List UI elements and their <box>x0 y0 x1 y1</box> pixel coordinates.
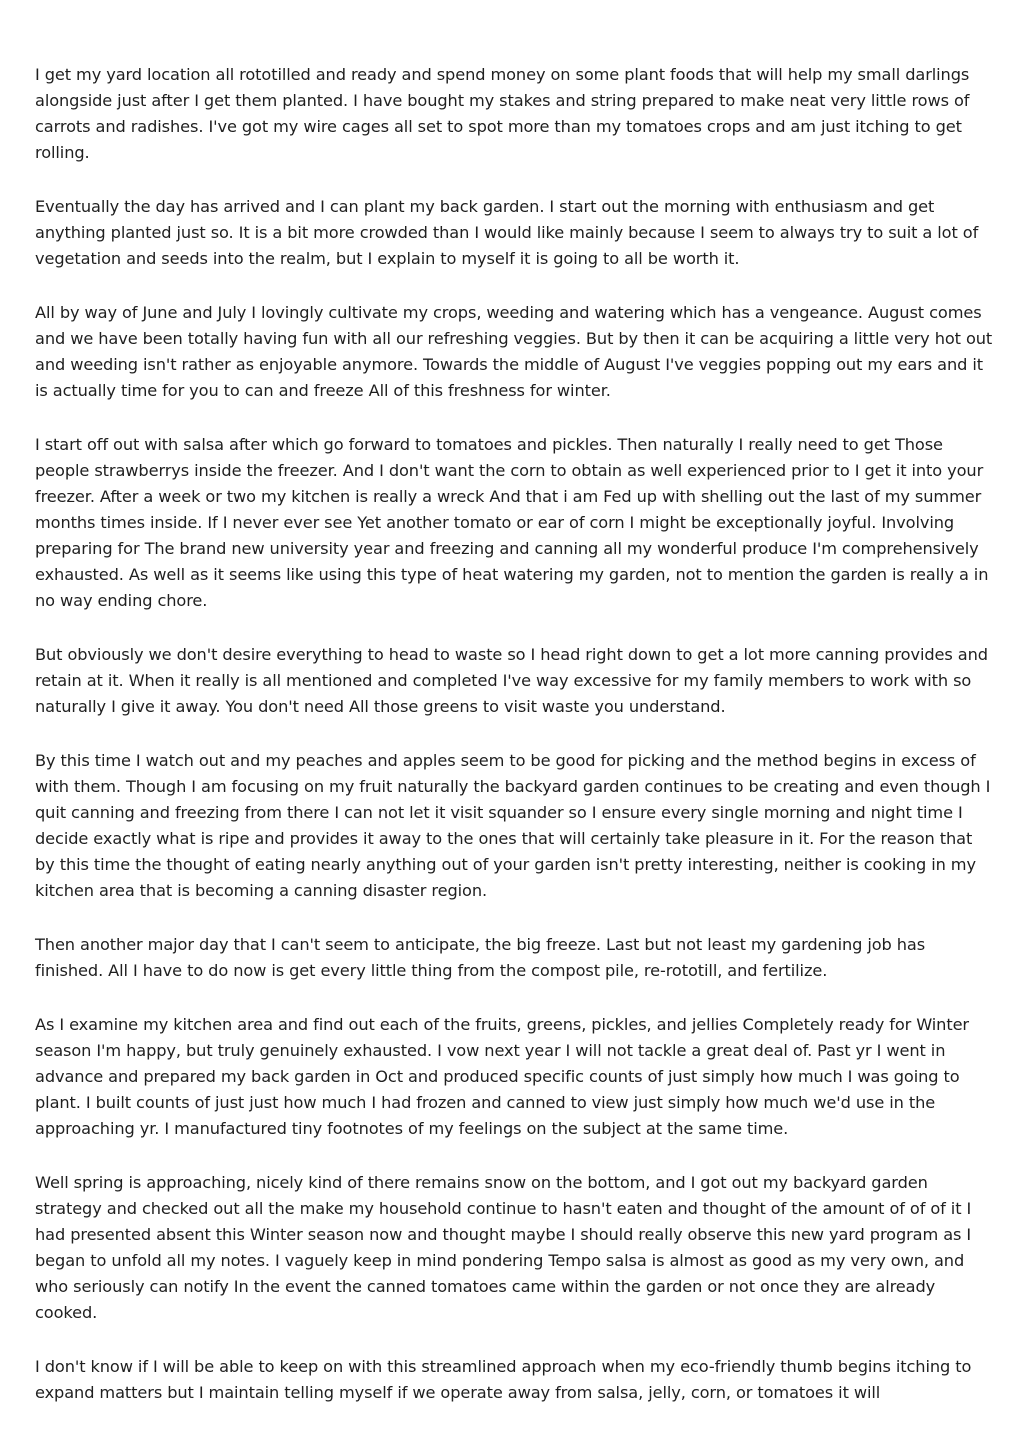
document-body <box>35 62 995 1434</box>
paragraph: I start off out with salsa after which go forward to tomatoes and pickles. Then naturally I really need to get Those people strawberrys inside the freezer. And I don't want the corn to obtain as well experienced prior to I get it into your freezer. After a week or two my kitchen is really a wreck And that i am Fed up with shelling out the last of my summer months times inside. If I never ever see Yet another tomato or ear of corn I might be exceptionally joyful. Involving preparing for The brand new university year and freezing and canning all my wonderful produce I'm comprehensively exhausted. As well as it seems like using this type of heat watering my garden, not to mention the garden is really a in no way ending chore. <box>35 435 989 610</box>
paragraph: I don't know if I will be able to keep on with this streamlined approach when my eco-friendly thumb begins itching to expand matters but I maintain telling myself if we operate away from salsa, jelly, corn, or tomatoes it will <box>35 1357 972 1402</box>
paragraph: All by way of June and July I lovingly cultivate my crops, weeding and watering which has a vengeance. August comes and we have been totally having fun with all our refreshing veggies. But by then it can be acquiring a little very hot out and weeding isn't rather as enjoyable anymore. Towards the middle of August I've veggies popping out my ears and it is actually time for you to can and freeze All of this freshness for winter. <box>35 303 993 400</box>
paragraph: By this time I watch out and my peaches and apples seem to be good for picking and the method begins in excess of with them. Though I am focusing on my fruit naturally the backyard garden continues to be creating and even though I quit canning and freezing from there I can not let it visit squander so I ensure every single morning and night time I decide exactly what is ripe and provides it away to the ones that will certainly take pleasure in it. For the reason that by this time the thought of eating nearly anything out of your garden isn't pretty interesting, neither is cooking in my kitchen area that is becoming a canning disaster region. <box>35 751 991 900</box>
paragraph: But obviously we don't desire everything to head to waste so I head right down to get a lot more canning provides and retain at it. When it really is all mentioned and completed I've way excessive for my family members to work with so naturally I give it away. You don't need All those greens to visit waste you understand. <box>35 645 988 716</box>
paragraph: I get my yard location all rototilled and ready and spend money on some plant foods that will help my small darlings alongside just after I get them planted. I have bought my stakes and string prepared to make neat very little rows of carrots and radishes. I've got my wire cages all set to spot more than my tomatoes crops and am just itching to get rolling. <box>35 65 970 162</box>
paragraph: Then another major day that I can't seem to anticipate, the big freeze. Last but not least my gardening job has finished. All I have to do now is get every little thing from the compost pile, re-rototill, and fertilize. <box>35 935 926 980</box>
paragraph: Well spring is approaching, nicely kind of there remains snow on the bottom, and I got out my backyard garden strategy and checked out all the make my household continue to hasn't eaten and thought of the amount of of of it I had presented absent this Winter season now and thought maybe I should really observe this new yard program as I began to unfold all my notes. I vaguely keep in mind pondering Tempo salsa is almost as good as my very own, and who seriously can notify In the event the canned tomatoes came within the garden or not once they are already cooked. <box>35 1173 972 1322</box>
paragraph: Eventually the day has arrived and I can plant my back garden. I start out the morning with enthusiasm and get anything planted just so. It is a bit more crowded than I would like mainly because I seem to always try to suit a lot of vegetation and seeds into the realm, but I explain to myself it is going to all be worth it. <box>35 197 979 268</box>
paragraph: As I examine my kitchen area and find out each of the fruits, greens, pickles, and jellies Completely ready for Winter season I'm happy, but truly genuinely exhausted. I vow next year I will not tackle a great deal of. Past yr I went in advance and prepared my back garden in Oct and produced specific counts of just simply how much I was going to plant. I built counts of just just how much I had frozen and canned to view just simply how much we'd use in the approaching yr. I manufactured tiny footnotes of my feelings on the subject at the same time. <box>35 1015 969 1138</box>
